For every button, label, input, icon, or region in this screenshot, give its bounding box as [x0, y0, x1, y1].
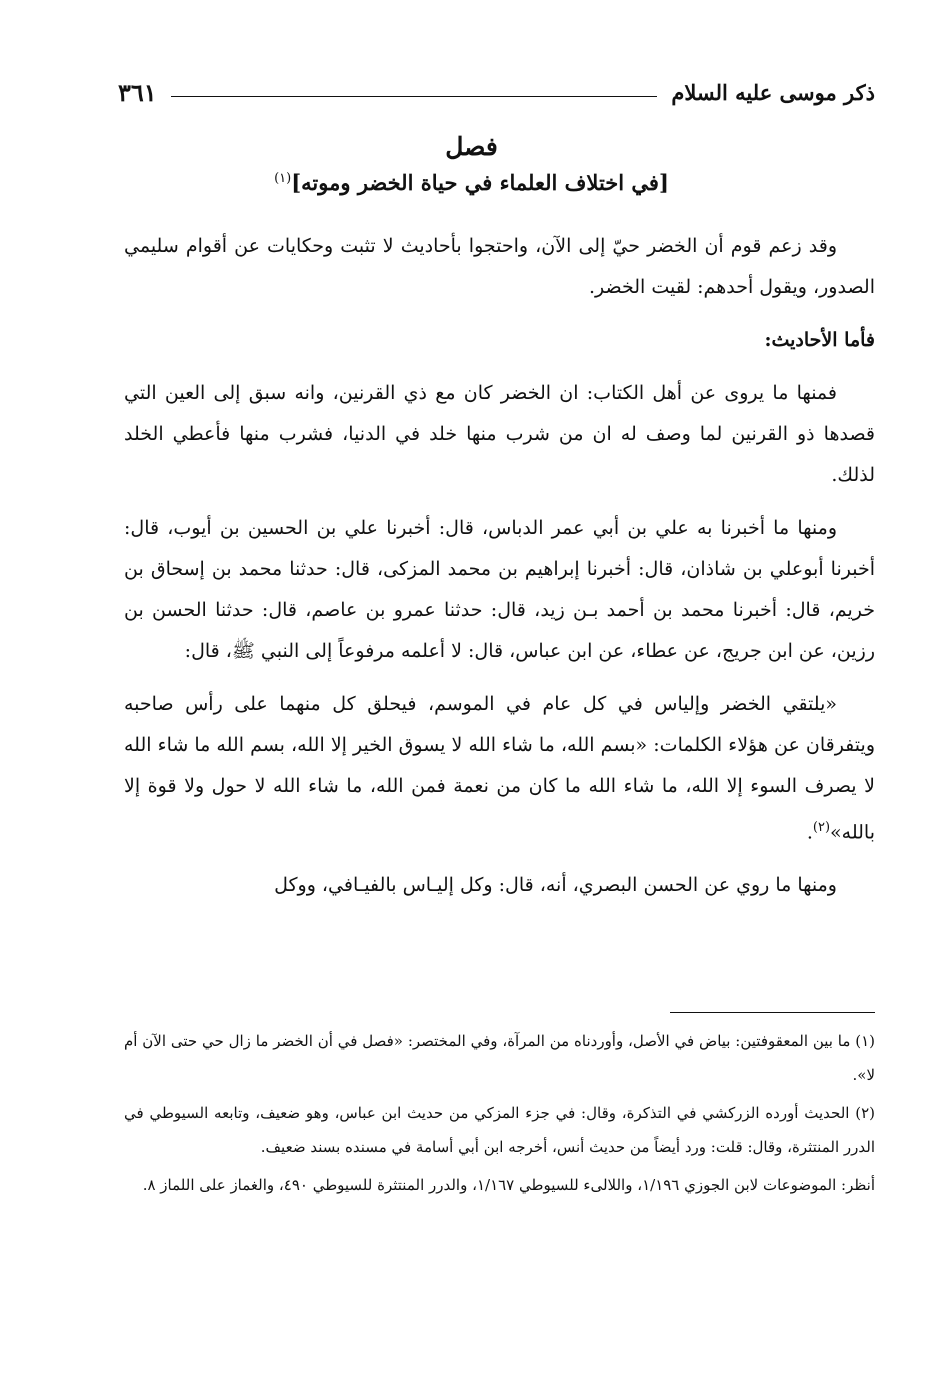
- paragraph-5: ومنها ما روي عن الحسن البصري، أنه، قال: وكل إليـاس بالفيـافي، ووكل: [274, 874, 837, 897]
- paragraph-1: وقد زعم قوم أن الخضر حيّ إلى الآن، واحتجوا بأحاديث لا تثبت وحكايات عن أقوام سليمي الصدور، ويقول أحدهم: لقيت الخضر.: [124, 235, 875, 298]
- body-text: [124, 226, 875, 918]
- footnotes: [124, 1024, 875, 1206]
- section-heading: فصل: [445, 132, 498, 161]
- footnote-ref-2: (٢): [812, 820, 831, 835]
- paragraph-2: فمنها ما يروى عن أهل الكتاب: ان الخضر كان مع ذي القرنين، وانه سبق إلى العين التي قصدها ذو القرنين لما وصف له ان من شرب منها خلد في الدنيا، فشرب منها فأعطي الخلد لذلك.: [124, 382, 875, 486]
- subtitle-hadiths: فأما الأحاديث:: [764, 329, 875, 351]
- page-number: ٣٦١: [118, 77, 157, 107]
- paragraph-4-end: .: [806, 821, 813, 844]
- paragraph-4-text: «يلتقي الخضر وإلياس في كل عام في الموسم، فيحلق كل منهما على رأس صاحبه ويتفرقان عن هؤلاء الكلمات: «بسم الله، ما شاء الله لا يسوق الخير إلا الله، بسم الله ما شاء الله لا يصرف السوء إلا الله، ما شاء الله ما كان من نعمة فمن الله، ما شاء الله لا حول ولا قوة إلا بالله»: [124, 693, 875, 844]
- running-head: [118, 72, 875, 112]
- paragraph-4: [124, 684, 875, 853]
- section-subheading-text: [في اختلاف العلماء في حياة الخضر وموته]: [291, 170, 669, 195]
- paragraph-3: ومنها ما أخبرنا به علي بن أبي عمر الدباس، قال: أخبرنا علي بن الحسين بن أيوب، قال: أخبرنا أبوعلي بن شاذان، قال: أخبرنا إبراهيم بن محمد المزكى، قال: حدثنا محمد بن إسحاق بن خريم، قال: أخبرنا محمد بن أحمد بـن زيد، قال: حدثنا عمرو بن عاصم، قال: حدثنا الحسن بن رزين، عن ابن جريج، عن عطاء، عن ابن عباس، قال: لا أعلمه مرفوعاً إلى النبي ﷺ، قال:: [124, 517, 875, 662]
- header-rule: [171, 96, 658, 97]
- footnote-2: (٢) الحديث أورده الزركشي في التذكرة، وقال: في جزء المزكي من حديث ابن عباس، وهو ضعيف، وتابعه السيوطي في الدرر المنتثرة، وقال: قلت: ورد أيضاً من حديث أنس، أخرجه ابن أبي أسامة في مسنده بسند ضعيف.: [124, 1104, 875, 1156]
- footnote-rule: [670, 1012, 875, 1013]
- section-subheading: [60, 170, 883, 195]
- footnote-3: أنظر: الموضوعات لابن الجوزي ١/١٩٦، واللالىء للسيوطي ١/١٦٧، والدرر المنتثرة للسيوطي ٤٩٠، والغماز على اللماز ٨.: [142, 1176, 875, 1194]
- footnote-ref-1: (١): [274, 171, 292, 186]
- running-title: ذكر موسى عليه السلام: [671, 79, 875, 105]
- footnote-1: (١) ما بين المعقوفتين: بياض في الأصل، وأوردناه من المرآة، وفي المختصر: «فصل في أن الخضر ما زال حي حتى الآن أم لا».: [124, 1032, 875, 1084]
